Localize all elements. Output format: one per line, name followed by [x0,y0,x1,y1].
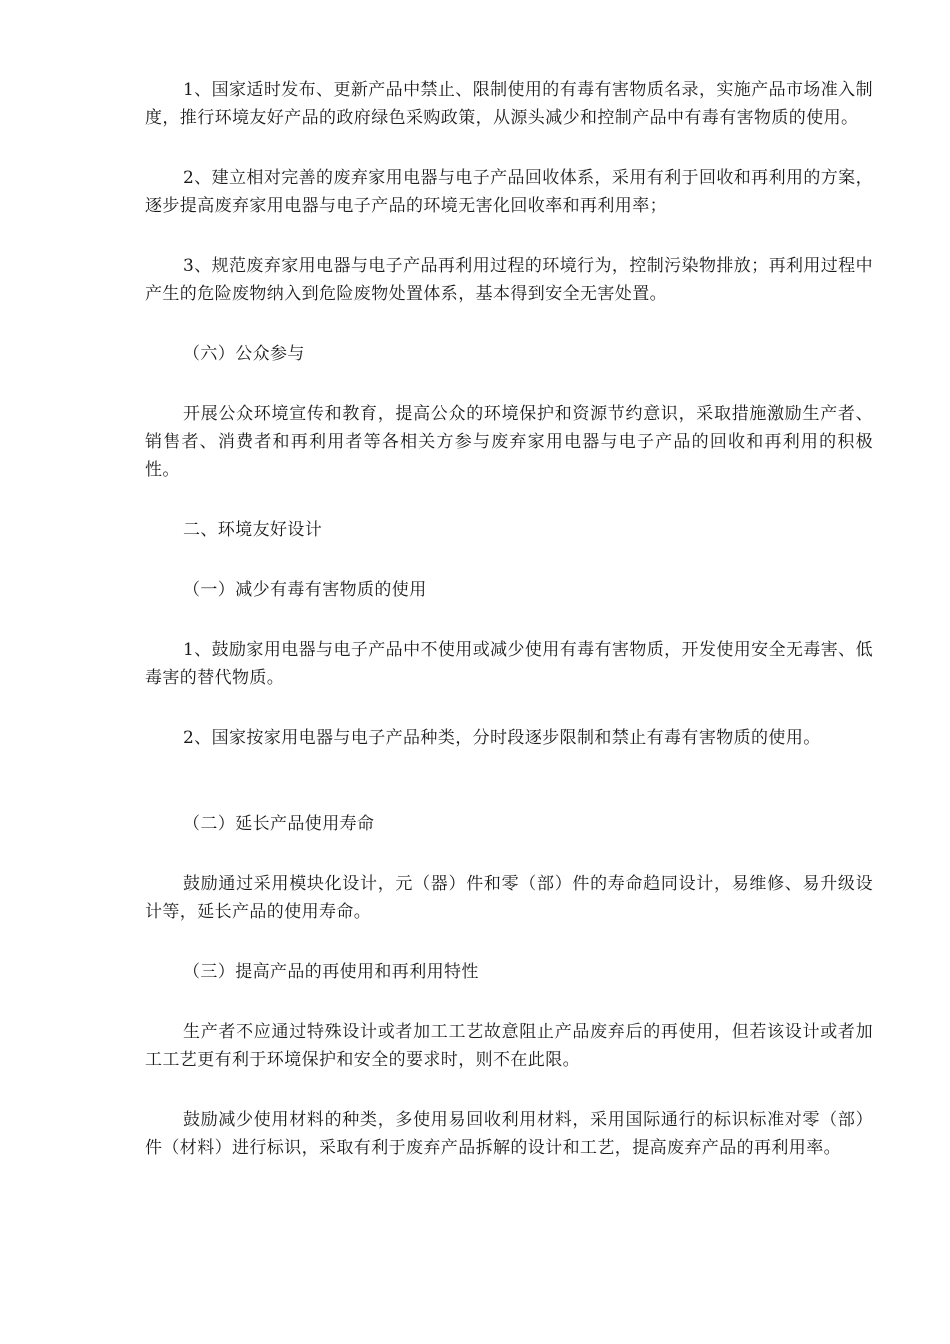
paragraph-1: 1、国家适时发布、更新产品中禁止、限制使用的有毒有害物质名录，实施产品市场准入制度，推行环境友好产品的政府绿色采购政策，从源头减少和控制产品中有毒有害物质的使用。 [145,80,873,128]
paragraph-2: 2、建立相对完善的废弃家用电器与电子产品回收体系，采用有利于回收和再利用的方案，逐步提高废弃家用电器与电子产品的环境无害化回收率和再利用率； [145,168,873,216]
paragraph-public-participation: 开展公众环境宣传和教育，提高公众的环境保护和资源节约意识，采取措施激励生产者、销售者、消费者和再利用者等各相关方参与废弃家用电器与电子产品的回收和再利用的积极性。 [145,404,873,480]
section-heading-reduce-hazardous: （一）减少有毒有害物质的使用 [183,580,427,600]
paragraph-3: 3、规范废弃家用电器与电子产品再利用过程的环境行为，控制污染物排放；再利用过程中产生的危险废物纳入到危险废物处置体系，基本得到安全无害处置。 [145,256,873,304]
section-heading-public-participation: （六）公众参与 [183,344,305,364]
paragraph-extend-life: 鼓励通过采用模块化设计，元（器）件和零（部）件的寿命趋同设计，易维修、易升级设计等，延长产品的使用寿命。 [145,874,873,922]
paragraph-reuse-2: 鼓励减少使用材料的种类，多使用易回收利用材料，采用国际通行的标识标准对零（部）件（材料）进行标识，采取有利于废弃产品拆解的设计和工艺，提高废弃产品的再利用率。 [145,1110,873,1158]
document-body [145,76,873,1194]
chapter-heading-eco-design: 二、环境友好设计 [183,520,323,540]
section-heading-extend-life: （二）延长产品使用寿命 [183,814,375,834]
paragraph-reduce-1: 1、鼓励家用电器与电子产品中不使用或减少使用有毒有害物质，开发使用安全无毒害、低毒害的替代物质。 [145,640,873,688]
paragraph-reduce-2: 2、国家按家用电器与电子产品种类，分时段逐步限制和禁止有毒有害物质的使用。 [183,728,821,748]
paragraph-reuse-1: 生产者不应通过特殊设计或者加工工艺故意阻止产品废弃后的再使用，但若该设计或者加工工艺更有利于环境保护和安全的要求时，则不在此限。 [145,1022,873,1070]
section-heading-reuse: （三）提高产品的再使用和再利用特性 [183,962,479,982]
